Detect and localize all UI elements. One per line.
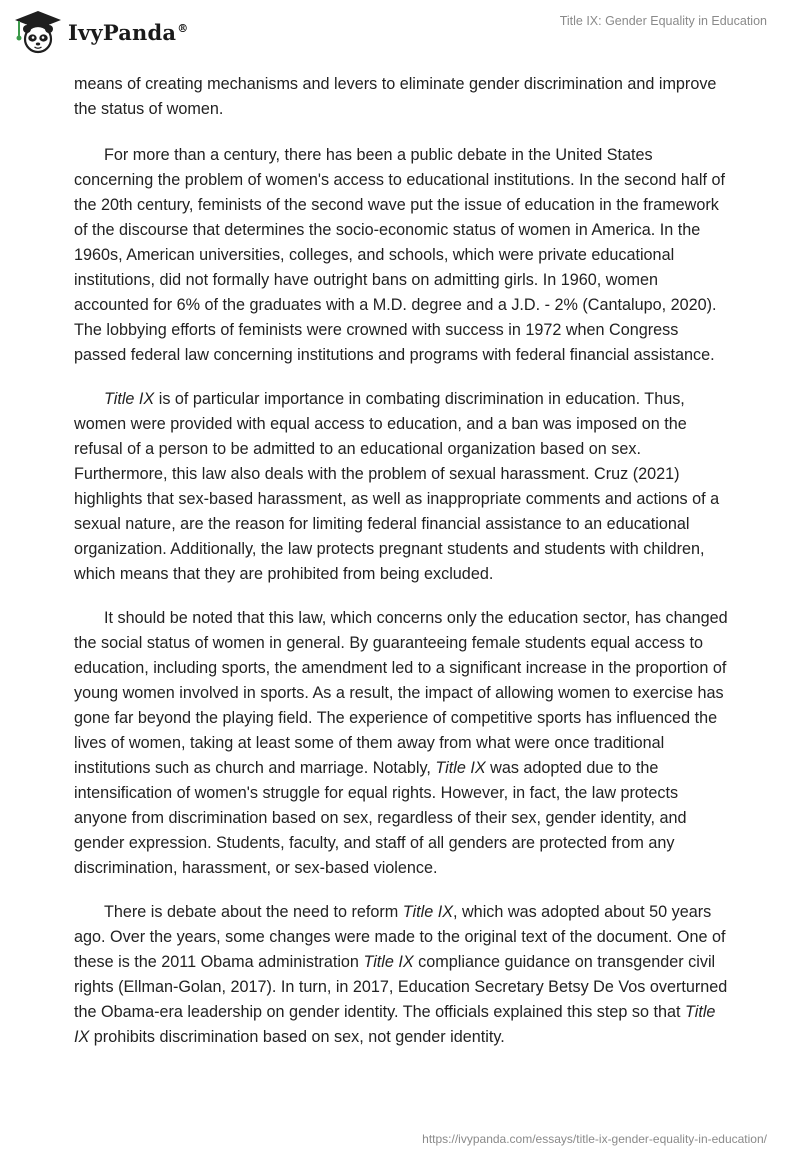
brand-text: IvyPanda — [68, 19, 177, 45]
ivypanda-logo[interactable] — [14, 10, 188, 54]
paragraph-text: was adopted due to the intensification of women's struggle for equal rights. However, in fact, the law protects anyone from discrimination based on sex, regardless of their sex, gender identity, and gender expression. Students, faculty, and staff of all genders are protected from any discrimination, harassment, or sex-based violence. — [74, 759, 687, 877]
italic-title-reference: Title IX — [363, 953, 414, 971]
paragraph-text: is of particular importance in combating discrimination in education. Thus, women were provided with equal access to education, and a ban was imposed on the refusal of a person to be admitted to an educational organization based on sex. Furthermore, this law also deals with the problem of sexual harassment. Cruz (2021) highlights that sex-based harassment, as well as inappropriate comments and actions of a sexual nature, are the reason for limiting federal financial assistance to an educational organization. Additionally, the law protects pregnant students and students with children, which means that they are prohibited from being excluded. — [74, 390, 720, 583]
trademark-mark: ® — [177, 21, 189, 35]
paragraph-text: , which was adopted about 50 years ago. Over the years, some changes were made to the original text of the document. One of these is the 2011 Obama administration — [74, 903, 726, 971]
paragraph-text: compliance guidance on transgender civil rights (Ellman-Golan, 2017). In turn, in 2017, Education Secretary Betsy De Vos overturned the Obama-era leadership on gender identity. The officials explained this step so that — [74, 953, 728, 1021]
paragraph-text: There is debate about the need to reform — [104, 903, 403, 921]
essay-paragraph — [74, 900, 734, 1050]
essay-paragraph — [74, 72, 734, 122]
brand-name — [68, 20, 188, 45]
document-title: Title IX: Gender Equality in Education — [559, 14, 767, 28]
page-header — [0, 0, 800, 70]
essay-paragraph — [74, 387, 734, 587]
paragraph-text: prohibits discrimination based on sex, not gender identity. — [89, 1028, 505, 1046]
essay-body — [74, 72, 734, 1069]
italic-title-reference: Title IX — [74, 1003, 716, 1046]
essay-paragraph — [74, 143, 734, 368]
italic-title-reference: Title IX — [435, 759, 486, 777]
panda-graduation-cap-icon — [14, 10, 62, 54]
italic-title-reference: Title IX — [402, 903, 453, 921]
source-url[interactable]: https://ivypanda.com/essays/title-ix-gender-equality-in-education/ — [422, 1132, 767, 1146]
paragraph-text: means of creating mechanisms and levers to eliminate gender discrimination and improve the status of women. — [74, 75, 717, 118]
essay-paragraph — [74, 606, 734, 881]
italic-title-reference: Title IX — [104, 390, 155, 408]
paragraph-text: For more than a century, there has been a public debate in the United States concerning the problem of women's access to educational institutions. In the second half of the 20th century, feminists of the second wave put the issue of education in the framework of the discourse that determines the socio-economic status of women in America. In the 1960s, American universities, colleges, and schools, which were private educational institutions, did not formally have outright bans on admitting girls. In 1960, women accounted for 6% of the graduates with a M.D. degree and a J.D. - 2% (Cantalupo, 2020). The lobbying efforts of feminists were crowned with success in 1972 when Congress passed federal law concerning institutions and programs with federal financial assistance. — [74, 146, 725, 364]
paragraph-text: It should be noted that this law, which concerns only the education sector, has changed the social status of women in general. By guaranteeing female students equal access to education, including sports, the amendment led to a significant increase in the proportion of young women involved in sports. As a result, the impact of allowing women to exercise has gone far beyond the playing field. The experience of competitive sports has influenced the lives of women, taking at least some of them away from what were once traditional institutions such as church and marriage. Notably, — [74, 609, 728, 777]
